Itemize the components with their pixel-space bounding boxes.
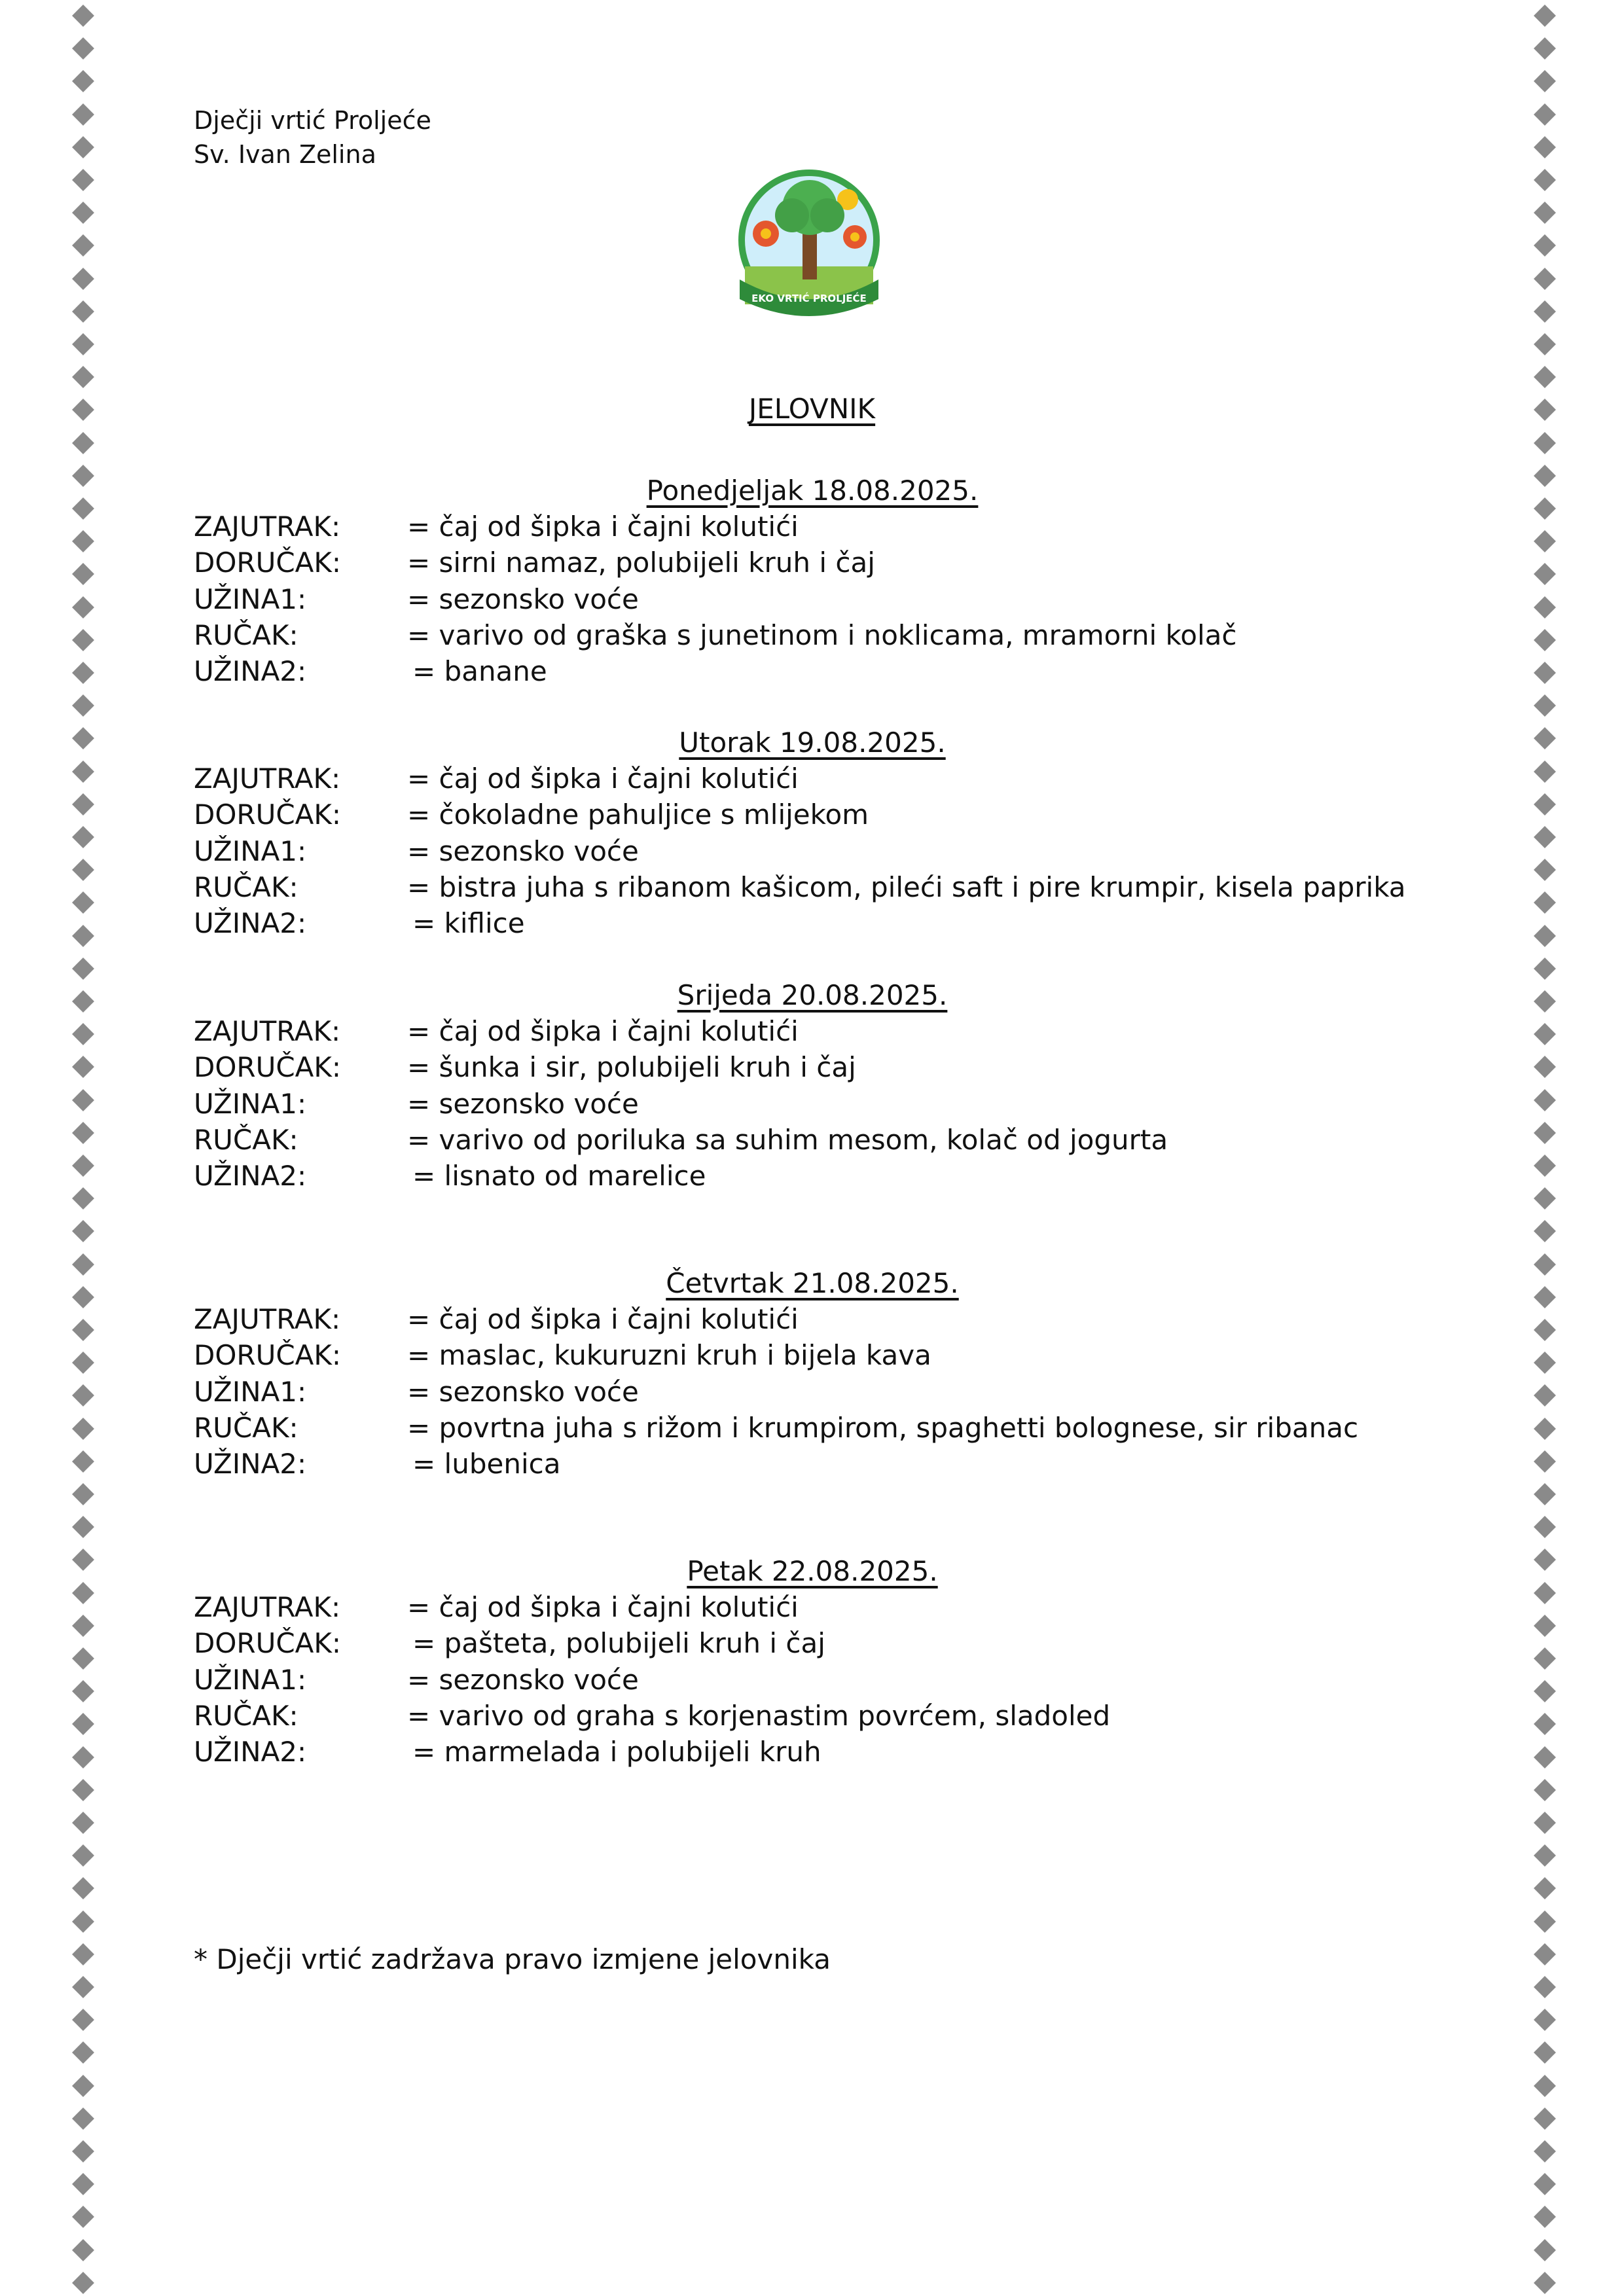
diamond-ornament <box>72 1187 94 1210</box>
meal-value: = varivo od graška s junetinom i noklicama, mramorni kolač <box>407 619 1237 651</box>
diamond-ornament <box>1534 2075 1556 2097</box>
diamond-ornament <box>72 2108 94 2130</box>
diamond-ornament <box>72 859 94 881</box>
diamond-ornament <box>1534 1549 1556 1571</box>
meal-value: = povrtna juha s rižom i krumpirom, spaghetti bolognese, sir ribanac <box>407 1411 1359 1444</box>
meal-label: ZAJUTRAK: <box>194 1591 341 1623</box>
meal-value: = kiflice <box>412 907 525 940</box>
diamond-ornament <box>1534 1812 1556 1834</box>
kindergarten-name: Dječji vrtić Proljeće <box>194 106 431 135</box>
diamond-ornament <box>1534 563 1556 585</box>
diamond-ornament <box>1534 1647 1556 1670</box>
meal-value: = marmelada i polubijeli kruh <box>412 1736 821 1768</box>
diamond-ornament <box>72 1122 94 1144</box>
meal-value: = lisnato od marelice <box>412 1160 706 1193</box>
diamond-ornament <box>1534 1155 1556 1177</box>
diamond-ornament <box>72 2206 94 2228</box>
diamond-ornament <box>72 234 94 257</box>
diamond-ornament <box>72 530 94 552</box>
diamond-ornament <box>72 1844 94 1867</box>
diamond-ornament <box>1534 530 1556 552</box>
diamond-ornament <box>1534 70 1556 92</box>
diamond-ornament <box>72 925 94 947</box>
diamond-ornament <box>72 1647 94 1670</box>
diamond-ornament <box>72 1023 94 1045</box>
diamond-ornament <box>72 497 94 520</box>
diamond-ornament <box>1534 596 1556 619</box>
meal-value: = lubenica <box>412 1448 561 1480</box>
diamond-ornament <box>1534 1450 1556 1473</box>
meal-label: UŽINA2: <box>194 907 307 940</box>
diamond-ornament <box>1534 2206 1556 2228</box>
diamond-ornament <box>72 1746 94 1768</box>
diamond-ornament <box>72 1089 94 1111</box>
diamond-ornament <box>72 596 94 619</box>
diamond-ornament <box>72 2041 94 2064</box>
day-title: Srijeda 20.08.2025. <box>677 979 948 1011</box>
meal-value: = čaj od šipka i čajni kolutići <box>407 762 799 795</box>
diamond-ornament <box>72 1615 94 1637</box>
meal-label: ZAJUTRAK: <box>194 1303 341 1335</box>
diamond-ornament <box>1534 1877 1556 1899</box>
diamond-ornament <box>1534 859 1556 881</box>
diamond-ornament <box>72 1582 94 1604</box>
kindergarten-location: Sv. Ivan Zelina <box>194 140 376 169</box>
diamond-ornament <box>72 1253 94 1276</box>
diamond-ornament <box>72 2009 94 2031</box>
diamond-ornament <box>1534 432 1556 454</box>
meal-value: = sezonsko voće <box>407 834 639 867</box>
meal-label: RUČAK: <box>194 870 298 903</box>
day-title: Četvrtak 21.08.2025. <box>666 1267 959 1299</box>
meal-value: = čaj od šipka i čajni kolutići <box>407 1591 799 1623</box>
diamond-ornament <box>72 1812 94 1834</box>
diamond-ornament <box>1534 2009 1556 2031</box>
diamond-ornament <box>1534 2041 1556 2064</box>
diamond-ornament <box>72 2239 94 2261</box>
meal-label: UŽINA2: <box>194 1448 307 1480</box>
diamond-ornament <box>1534 333 1556 355</box>
diamond-ornament <box>1534 1253 1556 1276</box>
diamond-ornament <box>1534 1352 1556 1374</box>
meal-label: UŽINA1: <box>194 1663 307 1696</box>
meal-value: = šunka i sir, polubijeli kruh i čaj <box>407 1051 856 1084</box>
meal-value: = varivo od graha s korjenastim povrćem, sladoled <box>407 1699 1111 1732</box>
meal-label: UŽINA1: <box>194 834 307 867</box>
meal-label: UŽINA1: <box>194 1087 307 1120</box>
meal-value: = pašteta, polubijeli kruh i čaj <box>412 1627 825 1660</box>
diamond-ornament <box>1534 1943 1556 1965</box>
diamond-ornament <box>1534 694 1556 717</box>
day-title: Petak 22.08.2025. <box>687 1555 938 1587</box>
diamond-ornament <box>72 333 94 355</box>
meal-label: DORUČAK: <box>194 798 342 831</box>
diamond-ornament <box>72 136 94 158</box>
diamond-ornament <box>1534 169 1556 191</box>
diamond-ornament <box>72 1976 94 1998</box>
meal-value: = čaj od šipka i čajni kolutići <box>407 1015 799 1047</box>
diamond-ornament <box>72 727 94 749</box>
meal-label: RUČAK: <box>194 619 298 651</box>
diamond-ornament <box>72 1286 94 1308</box>
diamond-ornament <box>1534 1056 1556 1078</box>
diamond-ornament <box>1534 1779 1556 1801</box>
diamond-ornament <box>72 958 94 980</box>
meal-value: = sezonsko voće <box>407 1663 639 1696</box>
diamond-ornament <box>72 2140 94 2162</box>
meal-label: RUČAK: <box>194 1123 298 1156</box>
diamond-ornament <box>1534 727 1556 749</box>
meal-value: = sezonsko voće <box>407 1087 639 1120</box>
meal-value: = čaj od šipka i čajni kolutići <box>407 511 799 543</box>
diamond-ornament <box>1534 37 1556 60</box>
diamond-ornament <box>72 169 94 191</box>
meal-label: DORUČAK: <box>194 1627 342 1660</box>
diamond-ornament <box>1534 1746 1556 1768</box>
diamond-ornament <box>72 2173 94 2195</box>
diamond-ornament <box>1534 1187 1556 1210</box>
diamond-ornament <box>1534 662 1556 684</box>
diamond-ornament <box>72 694 94 717</box>
kindergarten-logo <box>733 168 885 323</box>
diamond-ornament <box>72 1877 94 1899</box>
diamond-ornament <box>1534 958 1556 980</box>
meal-value: = bistra juha s ribanom kašicom, pileći saft i pire krumpir, kisela paprika <box>407 870 1406 903</box>
diamond-ornament <box>72 70 94 92</box>
meal-label: DORUČAK: <box>194 547 342 579</box>
diamond-ornament <box>1534 629 1556 651</box>
footnote: * Dječji vrtić zadržava pravo izmjene jelovnika <box>194 1943 831 1975</box>
diamond-ornament <box>72 1384 94 1407</box>
diamond-ornament <box>72 563 94 585</box>
meal-value: = čokoladne pahuljice s mlijekom <box>407 798 869 831</box>
diamond-ornament <box>72 826 94 848</box>
diamond-ornament <box>1534 990 1556 1013</box>
diamond-ornament <box>72 990 94 1013</box>
diamond-ornament <box>72 37 94 60</box>
diamond-ornament <box>1534 103 1556 126</box>
meal-value: = varivo od poriluka sa suhim mesom, kolač od jogurta <box>407 1123 1168 1156</box>
diamond-ornament <box>72 2075 94 2097</box>
diamond-ornament <box>1534 1582 1556 1604</box>
diamond-ornament <box>72 1319 94 1341</box>
diamond-ornament <box>72 1549 94 1571</box>
diamond-ornament <box>1534 1384 1556 1407</box>
diamond-ornament <box>1534 2108 1556 2130</box>
diamond-ornament <box>72 1220 94 1242</box>
diamond-ornament <box>1534 1844 1556 1867</box>
diamond-ornament <box>1534 761 1556 783</box>
diamond-ornament <box>1534 1319 1556 1341</box>
diamond-ornament <box>1534 1122 1556 1144</box>
diamond-ornament <box>1534 1713 1556 1735</box>
diamond-ornament <box>1534 366 1556 388</box>
day-title: Utorak 19.08.2025. <box>679 726 946 759</box>
meal-label: ZAJUTRAK: <box>194 762 341 795</box>
diamond-ornament <box>72 891 94 914</box>
day-title: Ponedjeljak 18.08.2025. <box>646 475 979 507</box>
diamond-ornament <box>72 366 94 388</box>
diamond-ornament <box>1534 2173 1556 2195</box>
meal-value: = sezonsko voće <box>407 583 639 615</box>
diamond-ornament <box>1534 465 1556 487</box>
diamond-ornament <box>72 629 94 651</box>
diamond-ornament <box>72 662 94 684</box>
diamond-ornament <box>72 1352 94 1374</box>
diamond-ornament <box>1534 891 1556 914</box>
meal-label: ZAJUTRAK: <box>194 1015 341 1047</box>
meal-value: = čaj od šipka i čajni kolutići <box>407 1303 799 1335</box>
diamond-ornament <box>72 1155 94 1177</box>
diamond-ornament <box>1534 1418 1556 1440</box>
diamond-ornament <box>1534 202 1556 224</box>
diamond-ornament <box>72 793 94 816</box>
meal-label: UŽINA1: <box>194 583 307 615</box>
meal-label: UŽINA2: <box>194 655 307 688</box>
meal-value: = sirni namaz, polubijeli kruh i čaj <box>407 547 875 579</box>
diamond-ornament <box>72 761 94 783</box>
diamond-ornament <box>72 1910 94 1933</box>
diamond-ornament <box>1534 1220 1556 1242</box>
diamond-ornament <box>1534 1910 1556 1933</box>
diamond-ornament <box>72 300 94 323</box>
diamond-ornament <box>1534 1615 1556 1637</box>
diamond-ornament <box>72 103 94 126</box>
left-diamond-border <box>70 0 96 2296</box>
right-diamond-border <box>1532 0 1558 2296</box>
diamond-ornament <box>72 1516 94 1538</box>
diamond-ornament <box>72 1418 94 1440</box>
diamond-ornament <box>1534 2239 1556 2261</box>
meal-label: DORUČAK: <box>194 1339 342 1372</box>
meal-label: UŽINA2: <box>194 1160 307 1193</box>
diamond-ornament <box>1534 497 1556 520</box>
meal-label: UŽINA2: <box>194 1736 307 1768</box>
diamond-ornament <box>72 1713 94 1735</box>
diamond-ornament <box>1534 925 1556 947</box>
diamond-ornament <box>1534 5 1556 27</box>
diamond-ornament <box>72 1483 94 1505</box>
diamond-ornament <box>1534 1680 1556 1702</box>
diamond-ornament <box>1534 300 1556 323</box>
diamond-ornament <box>72 1056 94 1078</box>
diamond-ornament <box>1534 1286 1556 1308</box>
meal-label: UŽINA1: <box>194 1375 307 1408</box>
diamond-ornament <box>72 1680 94 1702</box>
meal-label: RUČAK: <box>194 1411 298 1444</box>
diamond-ornament <box>72 202 94 224</box>
diamond-ornament <box>1534 136 1556 158</box>
meal-value: = banane <box>412 655 547 688</box>
diamond-ornament <box>1534 793 1556 816</box>
meal-value: = sezonsko voće <box>407 1375 639 1408</box>
meal-label: RUČAK: <box>194 1699 298 1732</box>
diamond-ornament <box>1534 1483 1556 1505</box>
diamond-ornament <box>1534 234 1556 257</box>
meal-value: = maslac, kukuruzni kruh i bijela kava <box>407 1339 931 1372</box>
diamond-ornament <box>72 432 94 454</box>
diamond-ornament <box>1534 268 1556 290</box>
diamond-ornament <box>1534 1516 1556 1538</box>
diamond-ornament <box>1534 2272 1556 2294</box>
document-header <box>194 103 431 171</box>
diamond-ornament <box>72 268 94 290</box>
diamond-ornament <box>1534 826 1556 848</box>
meal-label: ZAJUTRAK: <box>194 511 341 543</box>
diamond-ornament <box>72 1450 94 1473</box>
diamond-ornament <box>1534 1976 1556 1998</box>
meal-label: DORUČAK: <box>194 1051 342 1084</box>
diamond-ornament <box>1534 1089 1556 1111</box>
diamond-ornament <box>72 1943 94 1965</box>
diamond-ornament <box>72 5 94 27</box>
diamond-ornament <box>72 465 94 487</box>
logo-text: EKO VRTIĆ PROLJEĆE <box>751 293 867 304</box>
diamond-ornament <box>72 2272 94 2294</box>
diamond-ornament <box>1534 1023 1556 1045</box>
diamond-ornament <box>1534 2140 1556 2162</box>
diamond-ornament <box>72 1779 94 1801</box>
page-title: JELOVNIK <box>748 393 876 425</box>
